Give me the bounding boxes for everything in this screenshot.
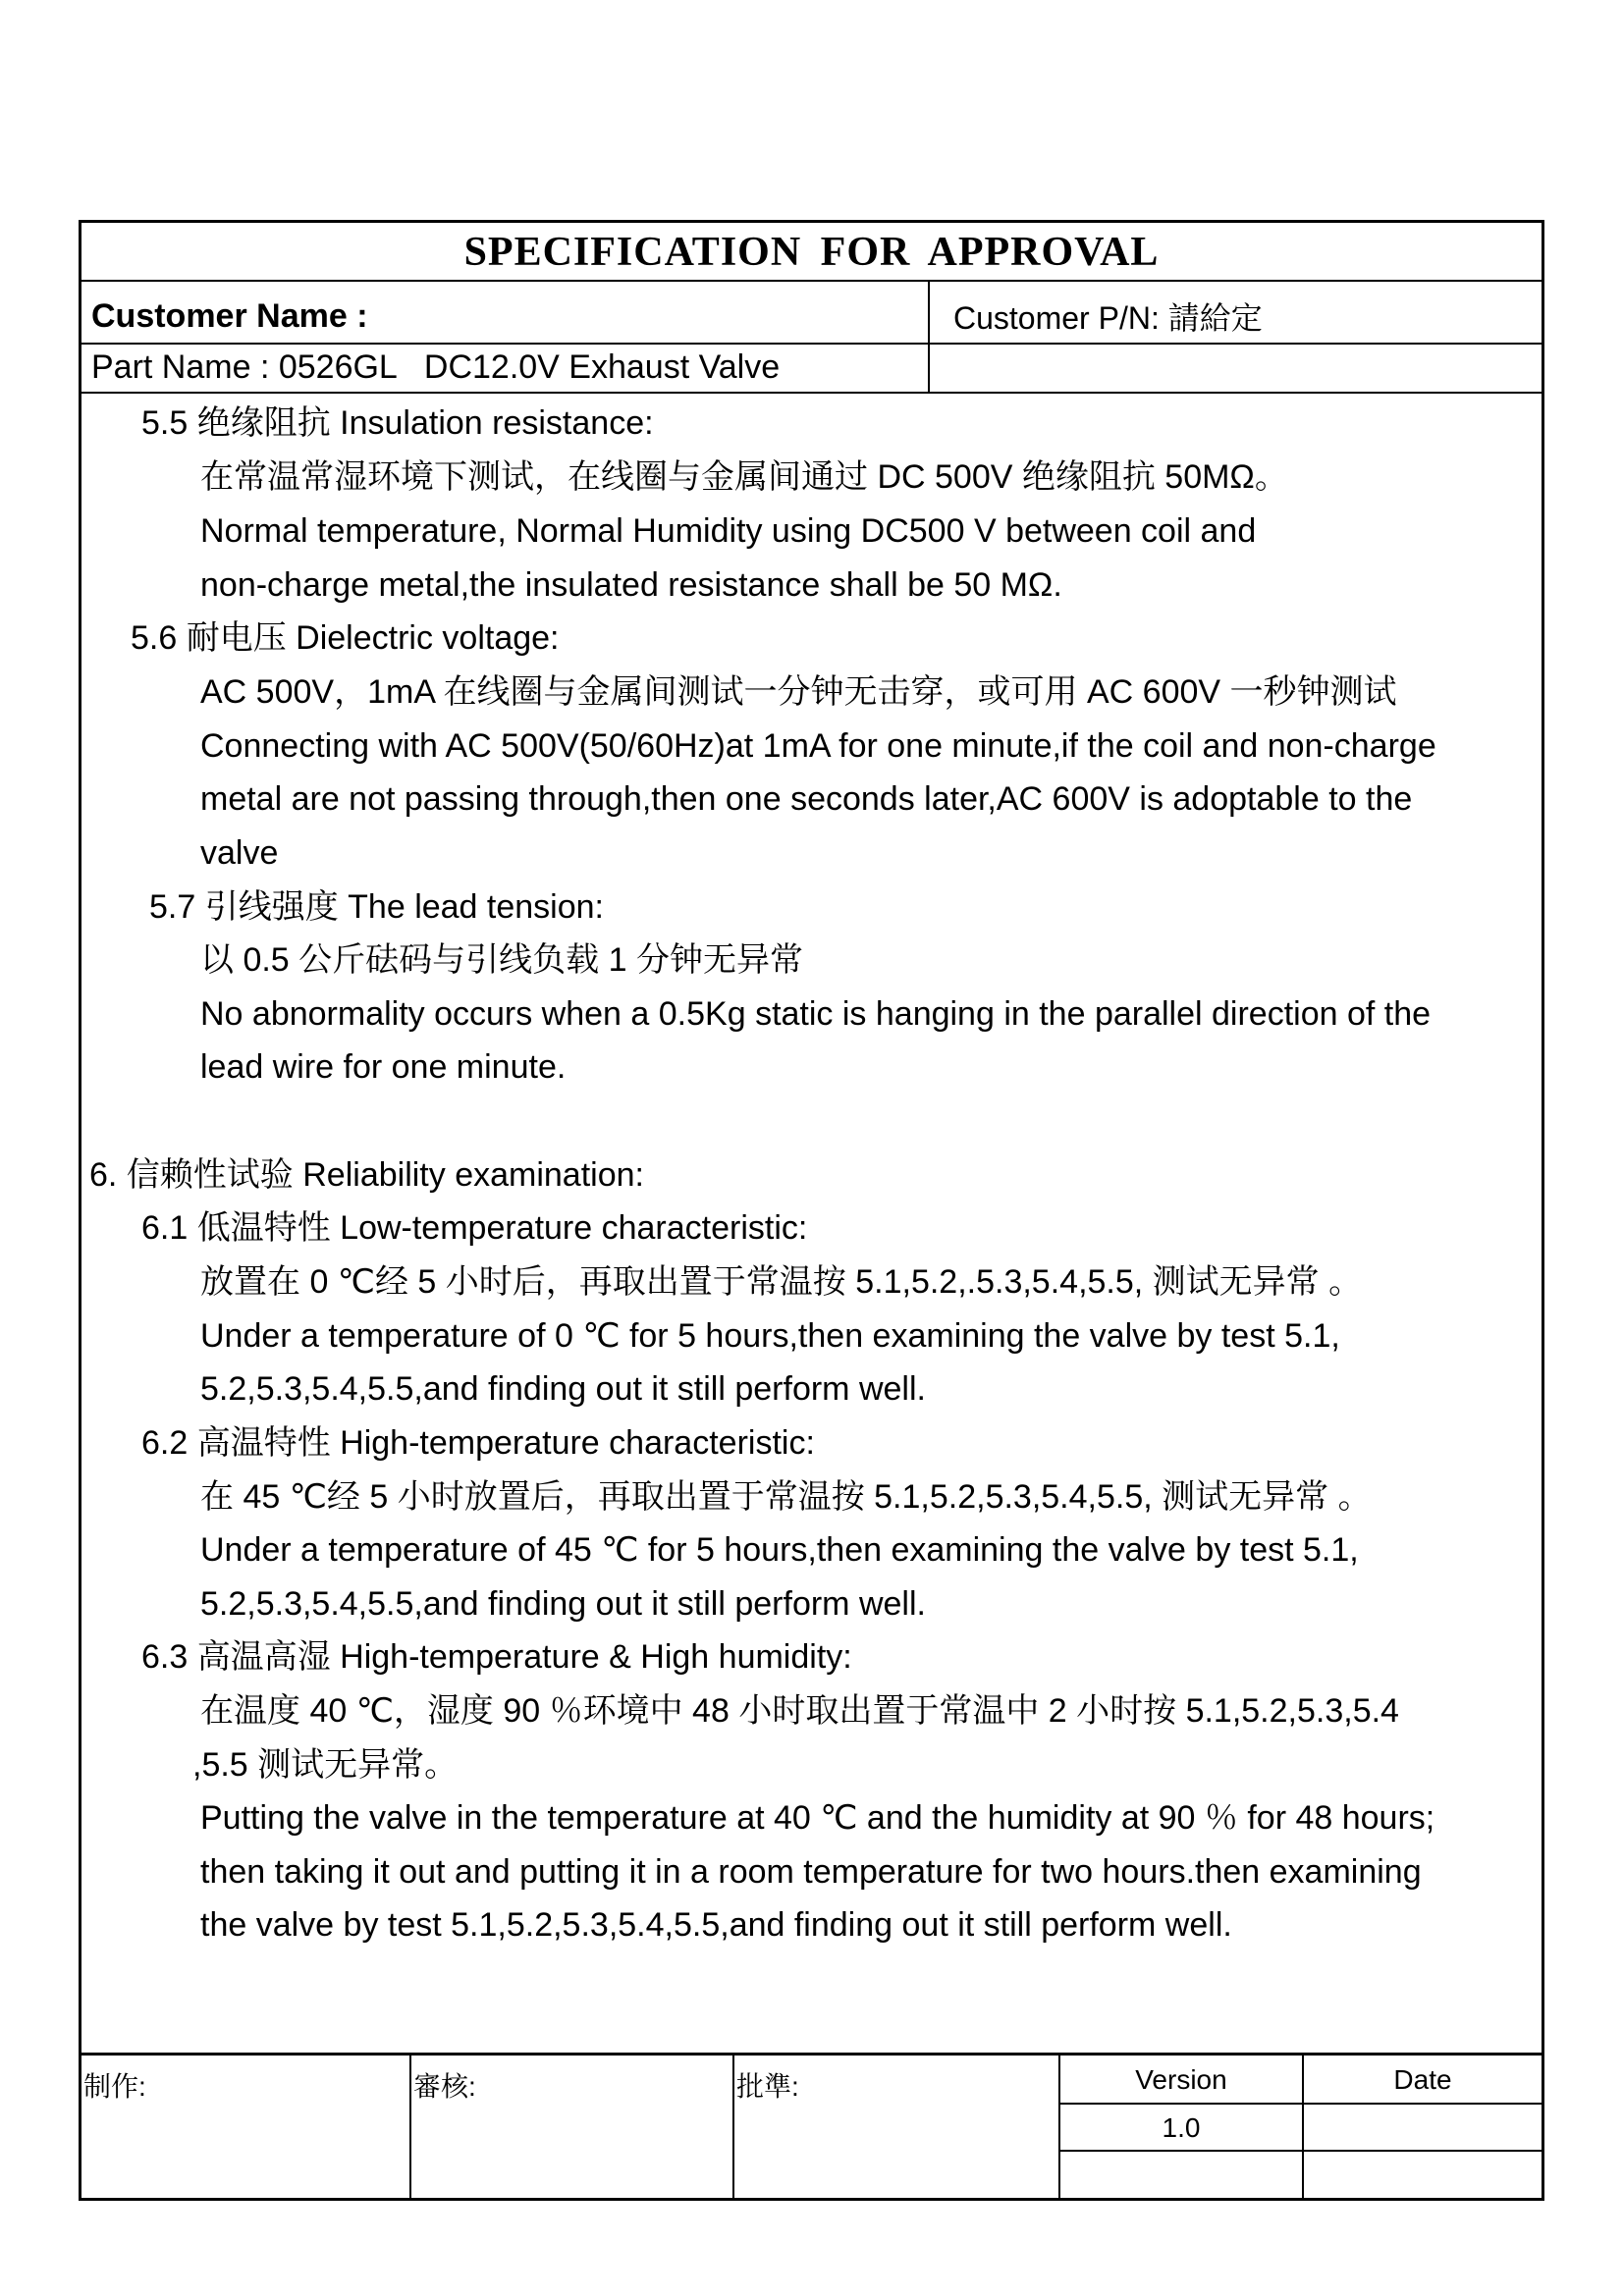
spec-line: Normal temperature, Normal Humidity using DC500 V between coil and	[200, 512, 1257, 550]
version-value: 1.0	[1060, 2105, 1302, 2152]
approve-label: 批準:	[736, 2071, 799, 2102]
review-cell	[411, 2056, 734, 2198]
spec-line: 5.2,5.3,5.4,5.5,and finding out it still perform well.	[200, 1370, 926, 1408]
spec-line: 在 45 ℃经 5 小时放置后，再取出置于常温按 5.1,5.2,5.3,5.4,5.5, 测试无异常 。	[200, 1478, 1372, 1516]
date-column	[1304, 2056, 1542, 2198]
spec-line: ,5.5 测试无异常。	[192, 1746, 459, 1784]
spec-line: AC 500V，1mA 在线圈与金属间测试一分钟无击穿，或可用 AC 600V 一秒钟测试	[200, 673, 1397, 711]
approve-cell	[734, 2056, 1060, 2198]
document-title: SPECIFICATION FOR APPROVAL	[463, 230, 1160, 275]
header-divider	[928, 282, 930, 394]
spec-line: 在温度 40 ℃，湿度 90 ％环境中 48 小时取出置于常温中 2 小时按 5.1,5.2,5.3,5.4	[200, 1692, 1399, 1730]
date-value	[1304, 2105, 1542, 2152]
version-header: Version	[1060, 2056, 1302, 2105]
spec-line: 5.2,5.3,5.4,5.5,and finding out it still perform well.	[200, 1585, 926, 1623]
customer-row	[81, 282, 1542, 345]
section-6-1-heading: 6.1 低温特性 Low-temperature characteristic:	[141, 1209, 808, 1247]
section-5-5-heading: 5.5 绝缘阻抗 Insulation resistance:	[141, 404, 654, 442]
signature-footer	[81, 2053, 1542, 2198]
section-6-2-heading: 6.2 高温特性 High-temperature characteristic:	[141, 1424, 815, 1462]
spec-line: Connecting with AC 500V(50/60Hz)at 1mA for one minute,if the coil and non-charge	[200, 727, 1436, 765]
spec-line: non-charge metal,the insulated resistance shall be 50 MΩ.	[200, 566, 1062, 604]
spec-line: Under a temperature of 0 ℃ for 5 hours,then examining the valve by test 5.1,	[200, 1317, 1340, 1355]
version-column	[1060, 2056, 1304, 2198]
spec-line: 放置在 0 ℃经 5 小时后，再取出置于常温按 5.1,5.2,.5.3,5.4,5.5, 测试无异常 。	[200, 1263, 1363, 1301]
spec-line: lead wire for one minute.	[200, 1048, 567, 1086]
made-by-cell	[81, 2056, 411, 2198]
spec-line: No abnormality occurs when a 0.5Kg static is hanging in the parallel direction of the	[200, 995, 1432, 1033]
part-row	[81, 345, 1542, 394]
section-5-6-heading: 5.6 耐电压 Dielectric voltage:	[131, 619, 560, 657]
section-6-heading: 6. 信赖性试验 Reliability examination:	[89, 1156, 644, 1194]
spec-line: then taking it out and putting it in a room temperature for two hours.then examining	[200, 1853, 1422, 1891]
spec-line: Under a temperature of 45 ℃ for 5 hours,then examining the valve by test 5.1,	[200, 1531, 1359, 1569]
spec-line: Putting the valve in the temperature at 40 ℃ and the humidity at 90 ％ for 48 hours;	[200, 1799, 1435, 1837]
made-by-label: 制作:	[83, 2071, 146, 2102]
spec-line: 在常温常湿环境下测试，在线圈与金属间通过 DC 500V 绝缘阻抗 50MΩ。	[200, 458, 1288, 496]
section-5-7-heading: 5.7 引线强度 The lead tension:	[149, 888, 605, 926]
spec-line: 以 0.5 公斤砝码与引线负载 1 分钟无异常	[200, 941, 803, 979]
title-row	[81, 223, 1542, 282]
date-header: Date	[1304, 2056, 1542, 2105]
spec-line: metal are not passing through,then one seconds later,AC 600V is adoptable to the	[200, 780, 1413, 818]
customer-pn: Customer P/N: 請給定	[953, 300, 1263, 336]
review-label: 審核:	[413, 2071, 476, 2102]
section-6-3-heading: 6.3 高温高湿 High-temperature & High humidity:	[141, 1638, 852, 1676]
customer-name-label: Customer Name :	[91, 297, 368, 335]
spec-sheet	[79, 220, 1544, 2201]
part-name: Part Name : 0526GL DC12.0V Exhaust Valve	[91, 348, 781, 386]
spec-line: the valve by test 5.1,5.2,5.3,5.4,5.5,and finding out it still perform well.	[200, 1906, 1232, 1944]
spec-line: valve	[200, 834, 279, 872]
